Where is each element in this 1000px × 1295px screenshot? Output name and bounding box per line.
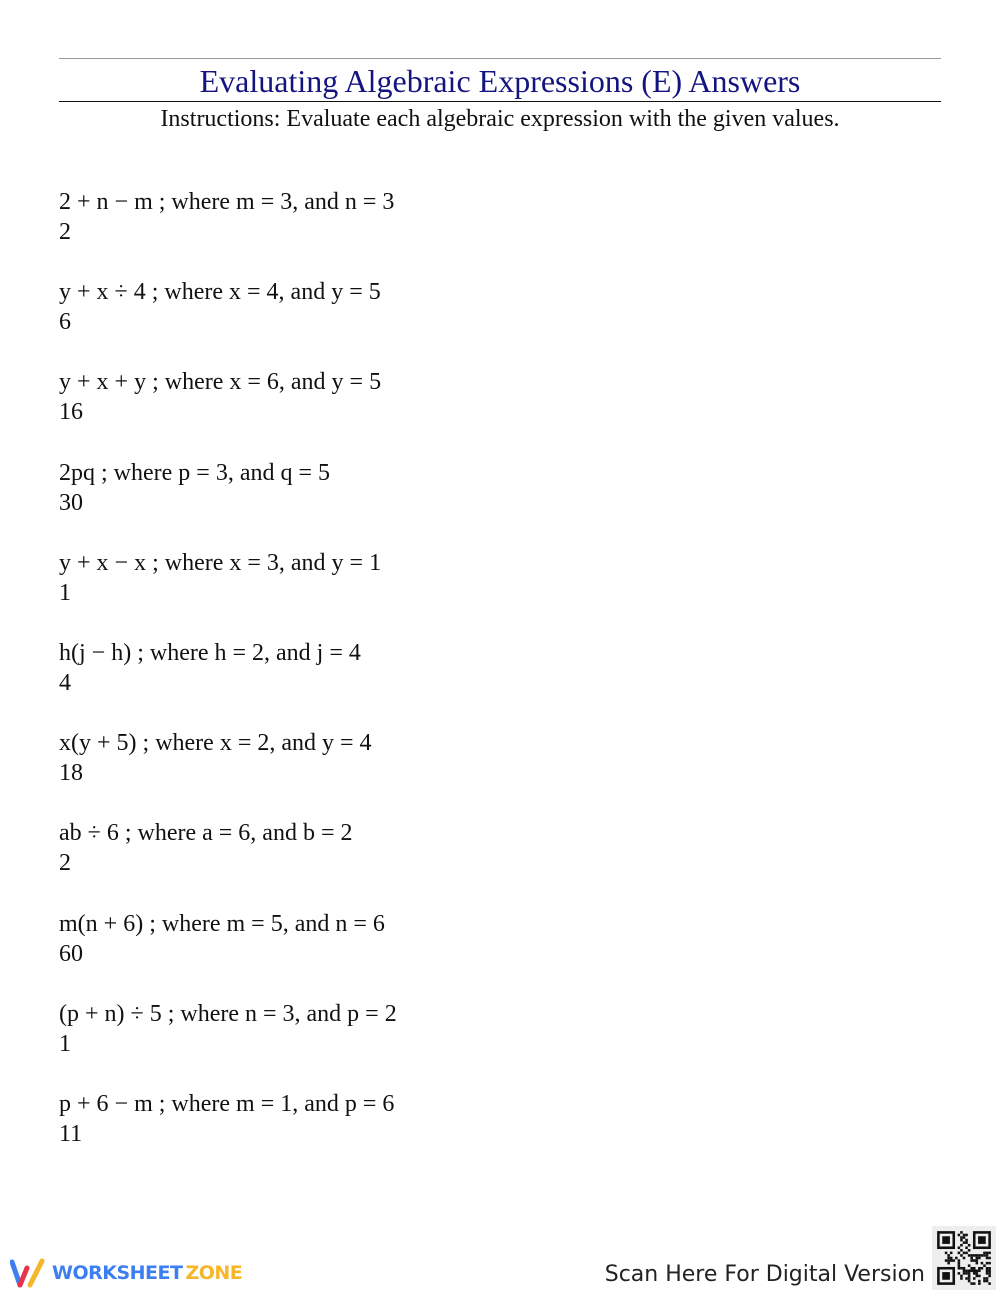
problem-question: y + x + y ; where x = 6, and y = 5 [59,369,382,396]
problem-answer: 2 [59,850,71,877]
problem-answer: 18 [59,760,83,787]
problem-answer: 60 [59,940,83,967]
problem-list [59,187,397,1179]
problem-item [59,1089,397,1179]
problem-answer: 16 [59,399,83,426]
problem-answer: 1 [59,579,71,606]
problem-item [59,818,397,908]
problem-item [59,728,397,818]
problem-item [59,999,397,1089]
brand-worksheet: WORKSHEET [52,1262,183,1284]
problem-answer: 11 [59,1120,83,1147]
problem-question: m(n + 6) ; where m = 5, and n = 6 [59,910,385,937]
problem-answer: 2 [59,219,71,245]
title-rule [59,101,941,102]
problem-item [59,277,397,367]
problem-item [59,909,397,999]
problem-item [59,367,397,457]
problem-question: 2 + n − m ; where m = 3, and n = 3 [59,189,395,215]
problem-question: y + x − x ; where x = 3, and y = 1 [59,549,382,576]
problem-question: x(y + 5) ; where x = 2, and y = 4 [59,730,372,757]
problem-answer: 6 [59,309,71,336]
problem-question: ab ÷ 6 ; where a = 6, and b = 2 [59,820,353,847]
problem-answer: 30 [59,489,83,516]
problem-question: (p + n) ÷ 5 ; where n = 3, and p = 2 [59,1000,397,1027]
qr-code-icon [932,1226,996,1290]
problem-question: h(j − h) ; where h = 2, and j = 4 [59,639,361,666]
instructions: Instructions: Evaluate each algebraic expression with the given values. [160,106,840,132]
page-title: Evaluating Algebraic Expressions (E) Answers [199,63,801,99]
problem-item [59,458,397,548]
top-rule [59,58,941,59]
problem-question: p + 6 − m ; where m = 1, and p = 6 [59,1090,395,1117]
scan-text: Scan Here For Digital Version [604,1262,925,1287]
problem-answer: 4 [59,669,71,696]
worksheetzone-logo [10,1258,242,1288]
problem-question: 2pq ; where p = 3, and q = 5 [59,459,331,486]
problem-item [59,548,397,638]
brand-zone: ZONE [185,1262,243,1284]
problem-answer: 1 [59,1030,71,1057]
problem-item [59,187,397,277]
qr-code[interactable] [932,1226,996,1290]
problem-question: y + x ÷ 4 ; where x = 4, and y = 5 [59,279,381,306]
problem-item [59,638,397,728]
logo-w-icon [10,1258,46,1288]
